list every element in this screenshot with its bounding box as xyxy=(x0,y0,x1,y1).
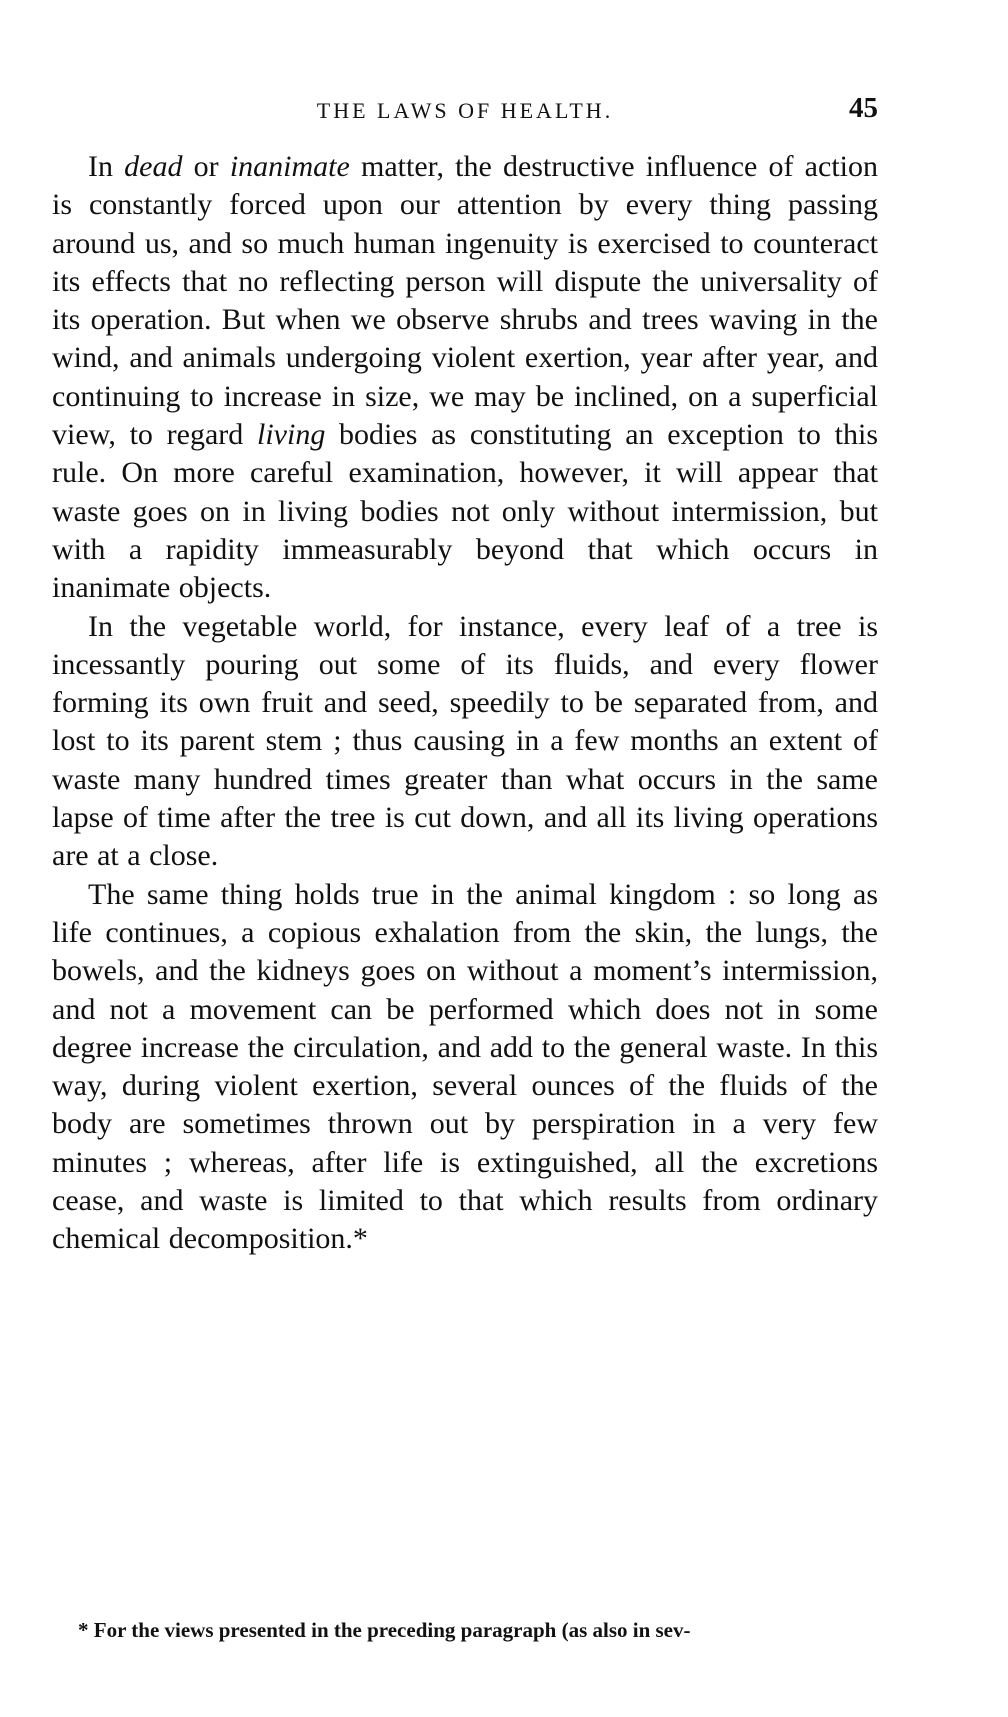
text-segment: matter, the destructive influence of action is constantly forced upon our attention by every thing passing around us, and so much human ingenuity is exercised to counteract its effects that no reflecting person will dispute the universality of its operation. But when we observe shrubs and trees waving in the wind, and animals undergoing violent exertion, year after year, and continuing to increase in size, we may be inclined, on a superficial view, to regard xyxy=(52,150,878,452)
italic-text: inanimate xyxy=(229,150,350,183)
text-segment: or xyxy=(182,150,230,183)
italic-text: living xyxy=(257,418,326,452)
paragraph xyxy=(52,876,878,1259)
running-title: THE LAWS OF HEALTH. xyxy=(316,98,614,123)
text-segment: The same thing holds true in the animal kingdom : so long as life continues, a copious exhalation from the skin, the lungs, the bowels, and the kidneys goes on without a moment’s intermission, and not a movement can be performed which does not in some degree increase the circulation, and add to the general waste. In this way, during violent exertion, several ounces of the fluids of the body are sometimes thrown out by perspiration in a very few minutes ; whereas, after life is extinguished, all the excretions cease, and waste is limited to that which results from ordinary chemical decomposition.* xyxy=(52,877,878,1256)
text-segment: In xyxy=(88,150,125,183)
text-segment: bodies as constituting an exception to this rule. On more careful examination, however, it will appear that waste goes on in living bodies not only without intermission, but with a rapidity immeasurably beyond that which occurs in inanimate objects. xyxy=(52,418,878,605)
page-number: 45 xyxy=(849,92,878,124)
body-text xyxy=(52,148,878,1259)
paragraph xyxy=(52,148,878,608)
italic-text: dead xyxy=(124,150,183,183)
footnote: * For the views presented in the preceding paragraph (as also in sev- xyxy=(78,1618,691,1642)
text-segment: In the vegetable world, for instance, every leaf of a tree is incessantly pouring out some of its fluids, and every flower forming its own fruit and seed, speedily to be separated from, and lost to its parent stem ; thus causing in a few months an extent of waste many hundred times greater than what occurs in the same lapse of time after the tree is cut down, and all its living operations are at a close. xyxy=(52,609,878,873)
paragraph xyxy=(52,608,878,876)
page-header xyxy=(52,92,878,132)
